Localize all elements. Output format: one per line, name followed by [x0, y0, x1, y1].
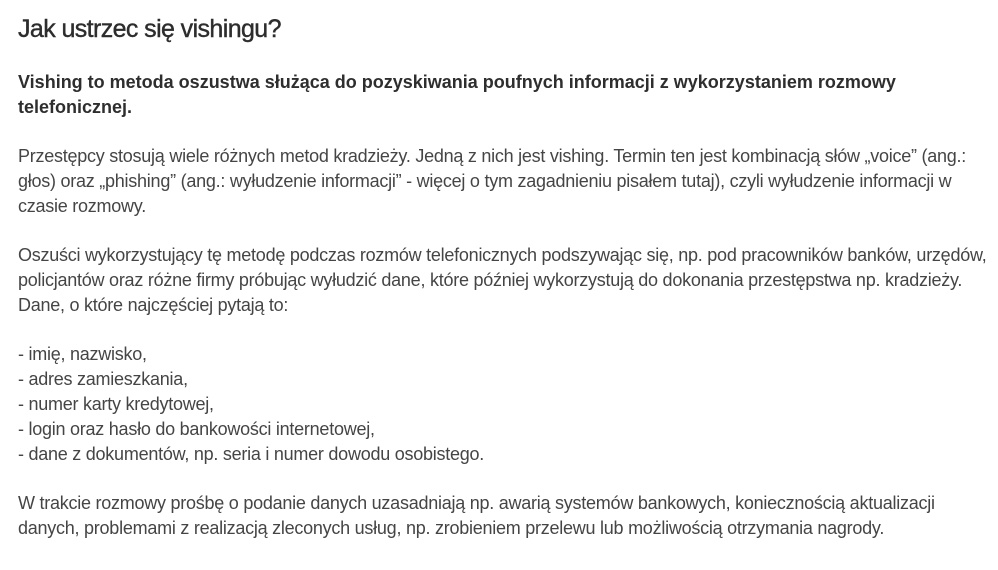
list-item: - numer karty kredytowej, — [18, 394, 214, 414]
article-paragraph: W trakcie rozmowy prośbę o podanie danych uzasadniają np. awarią systemów bankowych, koniecznością aktualizacji danych, problemami z realizacją zleconych usług, np. zrobieniem przelewu lub możliwością otrzymania nagrody. — [18, 493, 935, 538]
article-paragraph: Przestępcy stosują wiele różnych metod kradzieży. Jedną z nich jest vishing. Termin ten jest kombinacją słów „voice” (ang.: głos) oraz „phishing” (ang.: wyłudzenie informacji” - więcej o tym zagadnieniu pisałem tutaj), czyli wyłudzenie informacji w czasie rozmowy. — [18, 146, 967, 216]
list-item: - adres zamieszkania, — [18, 369, 188, 389]
article — [18, 0, 990, 541]
list-item: - imię, nazwisko, — [18, 344, 147, 364]
article-paragraph: Oszuści wykorzystujący tę metodę podczas rozmów telefonicznych podszywając się, np. pod pracowników banków, urzędów, policjantów oraz różne firmy próbując wyłudzić dane, które później wykorzystują do dokonania przestępstwa np. kradzieży. Dane, o które najczęściej pytają to: — [18, 245, 987, 315]
list-item: - login oraz hasło do bankowości internetowej, — [18, 419, 375, 439]
article-lead: Vishing to metoda oszustwa służąca do pozyskiwania poufnych informacji z wykorzystaniem rozmowy telefonicznej. — [18, 72, 896, 117]
list-item: - dane z dokumentów, np. seria i numer dowodu osobistego. — [18, 444, 485, 464]
data-types-list — [18, 342, 990, 467]
article-title: Jak ustrzec się vishingu? — [18, 15, 281, 43]
